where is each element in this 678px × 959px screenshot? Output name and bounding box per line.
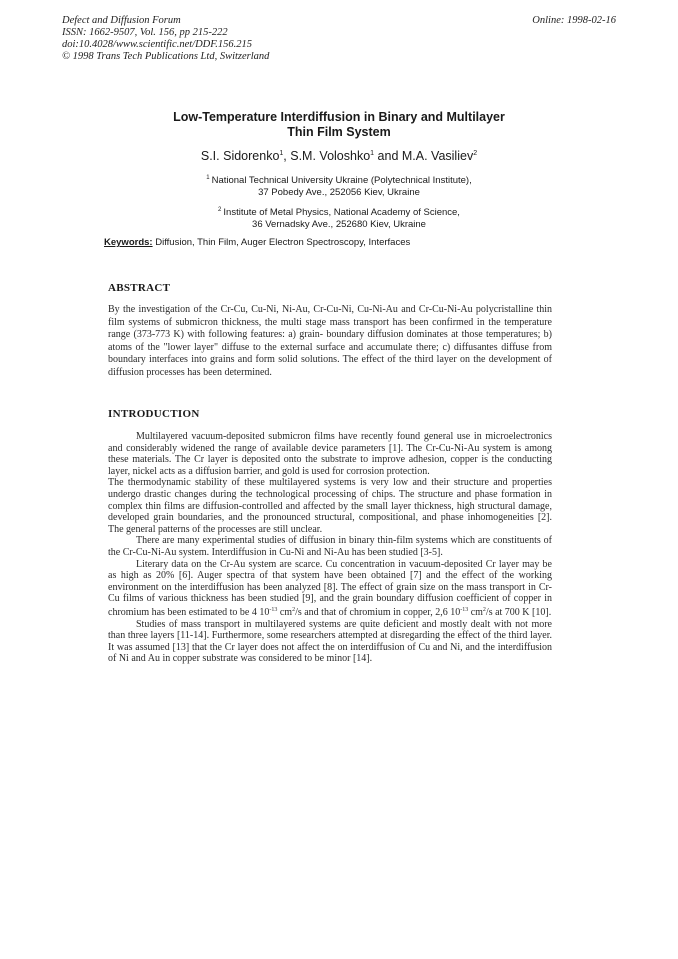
exponent: 2: [292, 606, 296, 613]
intro-p4-part-b: cm: [277, 606, 293, 618]
keywords: [104, 237, 410, 248]
author-1-affil-mark: 1: [279, 150, 284, 157]
author-3: M.A. Vasiliev: [401, 149, 474, 163]
affiliation-2-line-1: Institute of Metal Physics, National Academy of Science,: [223, 207, 460, 218]
affiliation-2: [100, 204, 578, 231]
online-date: Online: 1998-02-16: [532, 15, 616, 26]
intro-p4-part-a: Literary data on the Cr-Au system are scarce. Cu concentration in vacuum-deposited Cr layer may be as high as 20% [6]. Auger spectra of that system have been obtained [7] and the effect of the working environment on the interdiffusion has been analyzed [8]. The effect of grain size on the mass transport in Cr-Cu films of various thickness has been studied [9], and the grain boundary diffusion coefficient of copper in chromium has been estimated to be 4 10: [108, 558, 552, 618]
affiliation-2-mark: 2: [218, 207, 222, 213]
exponent: 2: [482, 606, 486, 613]
affiliation-1-line-2: 37 Pobedy Ave., 252056 Kiev, Ukraine: [258, 187, 420, 198]
introduction-heading: INTRODUCTION: [108, 408, 200, 420]
intro-p4-part-d: cm: [468, 606, 483, 618]
intro-paragraph-1: Multilayered vacuum-deposited submicron films have recently found general use in microelectronics and considerably widened the range of available device parameters [1]. The Cr-Cu-Ni-Au system is among these materials. The Cr layer is deposited onto the substrate to improve adhesion, copper is the conducting layer, nickel acts as a diffusion barrier, and gold is used for corrosion protection.: [108, 431, 552, 477]
issn-line: ISSN: 1662-9507, Vol. 156, pp 215-222: [62, 27, 228, 38]
intro-paragraph-2: The thermodynamic stability of these multilayered systems is very low and their structure and properties undergo drastic changes during the technological processing of chips. The structure and phase formation in complex thin films are diffusion-controlled and affected by the small layer thickness, high structural damage, developed grain boundaries, and the pronounced structural, compositional, and phase inhomogeneities [2]. The general patterns of the processes are still unclear.: [108, 477, 552, 535]
author-2-affil-mark: 1: [370, 150, 375, 157]
doi-line[interactable]: doi:10.4028/www.scientific.net/DDF.156.215: [62, 39, 253, 50]
title-line-2: Thin Film System: [287, 125, 391, 139]
author-separator: ,: [283, 149, 291, 163]
exponent: -13: [460, 606, 469, 613]
journal-header: [62, 15, 269, 63]
author-3-affil-mark: 2: [473, 150, 478, 157]
intro-paragraph-5: Studies of mass transport in multilayered systems are quite deficient and mostly dealt with not more than three layers [11-14]. Furthermore, some researchers attempted at disregarding the effect of the third layer. It was assumed [13] that the Cr layer does not affect the on interdiffusion of Cu and Ni, and the interdiffusion of Ni and Au in copper substrate was considered to be minor [14].: [108, 618, 552, 665]
intro-paragraph-3: There are many experimental studies of diffusion in binary thin-film systems which are constituents of the Cr-Cu-Ni-Au system. Interdiffusion in Cu-Ni and Ni-Au has been studied [3-5].: [108, 535, 552, 558]
author-separator: and: [374, 149, 402, 163]
paper-title: [100, 110, 578, 140]
abstract-heading: ABSTRACT: [108, 282, 171, 294]
introduction-body: [108, 431, 552, 665]
intro-p4-part-e: /s at 700 K [10].: [485, 606, 552, 618]
author-1: S.I. Sidorenko: [200, 149, 280, 163]
affiliation-2-line-2: 36 Vernadsky Ave., 252680 Kiev, Ukraine: [252, 219, 426, 230]
keywords-text: Diffusion, Thin Film, Auger Electron Spectroscopy, Interfaces: [152, 237, 411, 248]
journal-name: Defect and Diffusion Forum: [62, 15, 181, 26]
keywords-label: Keywords:: [104, 237, 153, 248]
author-list: [100, 149, 578, 163]
intro-p4-part-c: /s and that of chromium in copper, 2,6 10: [295, 606, 461, 618]
abstract-text: By the investigation of the Cr-Cu, Cu-Ni, Ni-Au, Cr-Cu-Ni, Cu-Ni-Au and Cr-Cu-Ni-Au polycristalline thin film systems of submicron thickness, the multi stage mass transport has been confirmed in the temperature range (373-773 K) with following features: a) grain- boundary diffusion dominates at those temperatures; b) atoms of the "lower layer" diffuse to the external surface and accumulate there; c) diffusantes diffuse from boundary interfaces into grains and form solid solutions. The effect of the third layer on the development of diffusion processes has been determined.: [108, 304, 552, 378]
title-line-1: Low-Temperature Interdiffusion in Binary and Multilayer: [173, 110, 505, 124]
affiliation-1-mark: 1: [206, 175, 210, 181]
exponent: -13: [269, 606, 278, 613]
author-2: S.M. Voloshko: [290, 149, 371, 163]
affiliation-1-line-1: National Technical University Ukraine (Polytechnical Institute),: [211, 175, 472, 186]
copyright-line: © 1998 Trans Tech Publications Ltd, Switzerland: [62, 51, 270, 62]
affiliation-1: [100, 172, 578, 199]
intro-paragraph-4: [108, 559, 552, 619]
